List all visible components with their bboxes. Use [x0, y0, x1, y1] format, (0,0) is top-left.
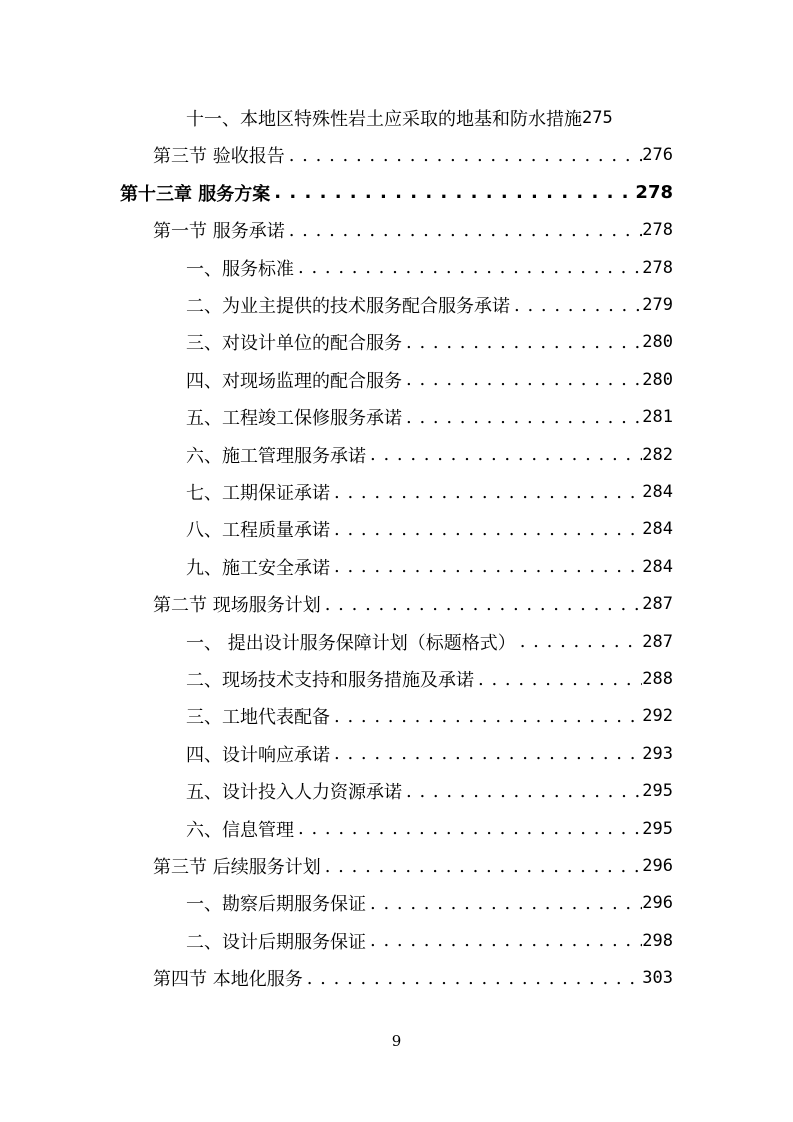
toc-leader-dots [330, 743, 642, 764]
toc-subsection-entry[interactable] [186, 887, 673, 919]
toc-entry-title: 第四节 本地化服务 [153, 969, 303, 991]
toc-entry-page: 280 [642, 369, 673, 390]
toc-entry-title: 十一、本地区特殊性岩土应采取的地基和防水措施 [186, 109, 582, 130]
toc-subsection-entry[interactable] [186, 102, 673, 134]
toc-subsection-entry[interactable] [186, 775, 673, 807]
toc-entry-page: 280 [642, 332, 673, 353]
toc-entry-page: 278 [642, 257, 673, 278]
toc-entry-page: 275 [582, 108, 613, 128]
toc-entry-title: 五、工程竣工保修服务承诺 [186, 408, 402, 430]
toc-entry-page: 296 [642, 893, 673, 914]
toc-entry-page: 276 [642, 145, 673, 166]
toc-subsection-entry[interactable] [186, 813, 673, 845]
toc-entry-title: 六、施工管理服务承诺 [186, 445, 366, 467]
toc-subsection-entry[interactable] [186, 925, 673, 957]
toc-entry-page: 298 [642, 930, 673, 951]
toc-entry-title: 四、设计响应承诺 [186, 744, 330, 766]
toc-leader-dots [402, 407, 642, 428]
toc-leader-dots [270, 182, 635, 203]
toc-entry-page: 282 [642, 444, 673, 465]
toc-section-entry[interactable] [153, 139, 673, 171]
toc-entry-title: 八、工程质量承诺 [186, 520, 330, 542]
toc-entry-title: 七、工期保证承诺 [186, 483, 330, 504]
toc-leader-dots [321, 856, 643, 877]
toc-leader-dots [285, 220, 643, 241]
toc-entry-page: 296 [642, 856, 673, 876]
toc-entry-title: 二、为业主提供的技术服务配合服务承诺 [186, 296, 510, 317]
toc-entry-page: 295 [642, 818, 673, 839]
toc-subsection-entry[interactable] [186, 700, 673, 732]
toc-leader-dots [474, 669, 642, 690]
toc-entry-page: 278 [642, 220, 673, 241]
toc-entry-page: 287 [642, 594, 673, 615]
toc-leader-dots [330, 706, 642, 727]
toc-section-entry[interactable] [153, 850, 673, 882]
toc-entry-page: 284 [642, 556, 673, 577]
toc-entry-page: 292 [642, 706, 673, 727]
toc-leader-dots [366, 930, 642, 951]
toc-leader-dots [366, 893, 642, 914]
toc-leader-dots [303, 968, 643, 989]
toc-entry-page: 284 [642, 482, 673, 502]
toc-entry-page: 279 [642, 295, 673, 315]
toc-leader-dots [402, 332, 642, 353]
toc-entry-page: 284 [642, 519, 673, 540]
toc-entry-title: 五、设计投入人力资源承诺 [186, 782, 402, 804]
toc-entry-title: 一、勘察后期服务保证 [186, 894, 366, 916]
toc-leader-dots [366, 444, 642, 465]
toc-entry-page: 288 [642, 669, 673, 689]
toc-entry-title: 第二节 现场服务计划 [153, 595, 321, 617]
toc-section-entry[interactable] [153, 962, 673, 994]
toc-subsection-entry[interactable] [186, 289, 673, 321]
toc-subsection-entry[interactable] [186, 626, 673, 658]
toc-entry-title: 三、工地代表配备 [186, 707, 330, 729]
toc-subsection-entry[interactable] [186, 439, 673, 471]
toc-subsection-entry[interactable] [186, 326, 673, 358]
toc-entry-title: 四、对现场监理的配合服务 [186, 370, 402, 392]
toc-entry-title: 二、现场技术支持和服务措施及承诺 [186, 670, 474, 691]
toc-chapter-entry[interactable] [120, 177, 673, 209]
toc-leader-dots [402, 369, 642, 390]
toc-entry-title: 三、对设计单位的配合服务 [186, 333, 402, 355]
toc-section-entry[interactable] [153, 588, 673, 620]
toc-entry-title: 六、信息管理 [186, 819, 294, 841]
toc-entry-title: 一、服务标准 [186, 258, 294, 280]
toc-subsection-entry[interactable] [186, 401, 673, 433]
toc-entry-page: 281 [642, 407, 673, 428]
page-number: 9 [391, 1032, 402, 1050]
toc-subsection-entry[interactable] [186, 476, 673, 508]
toc-entry-title: 第三节 验收报告 [153, 146, 285, 168]
toc-leader-dots [510, 295, 642, 316]
toc-subsection-entry[interactable] [186, 551, 673, 583]
toc-entry-page: 303 [642, 968, 673, 989]
toc-leader-dots [516, 631, 643, 652]
toc-entry-page: 287 [642, 631, 673, 652]
toc-leader-dots [330, 482, 642, 503]
toc-entry-title: 九、施工安全承诺 [186, 557, 330, 579]
toc-entry-page: 295 [642, 781, 673, 802]
toc-entry-title: 第十三章 服务方案 [120, 183, 271, 205]
toc-subsection-entry[interactable] [186, 252, 673, 284]
toc-leader-dots [294, 257, 642, 278]
toc-leader-dots [321, 594, 643, 615]
toc-section-entry[interactable] [153, 214, 673, 246]
toc-subsection-entry[interactable] [186, 364, 673, 396]
toc-subsection-entry[interactable] [186, 513, 673, 545]
toc-entry-title: 二、设计后期服务保证 [186, 931, 366, 953]
toc-entry-title: 一、 提出设计服务保障计划（标题格式） [186, 632, 516, 654]
toc-leader-dots [330, 556, 642, 577]
toc-leader-dots [402, 781, 642, 802]
toc-leader-dots [285, 145, 643, 166]
toc-entry-page: 293 [642, 743, 673, 764]
toc-leader-dots [330, 519, 642, 540]
toc-entry-title: 第一节 服务承诺 [153, 221, 285, 243]
toc-entry-page: 278 [635, 182, 673, 204]
toc-subsection-entry[interactable] [186, 738, 673, 770]
toc-entry-title: 第三节 后续服务计划 [153, 857, 321, 878]
toc-subsection-entry[interactable] [186, 663, 673, 695]
toc-leader-dots [294, 818, 642, 839]
